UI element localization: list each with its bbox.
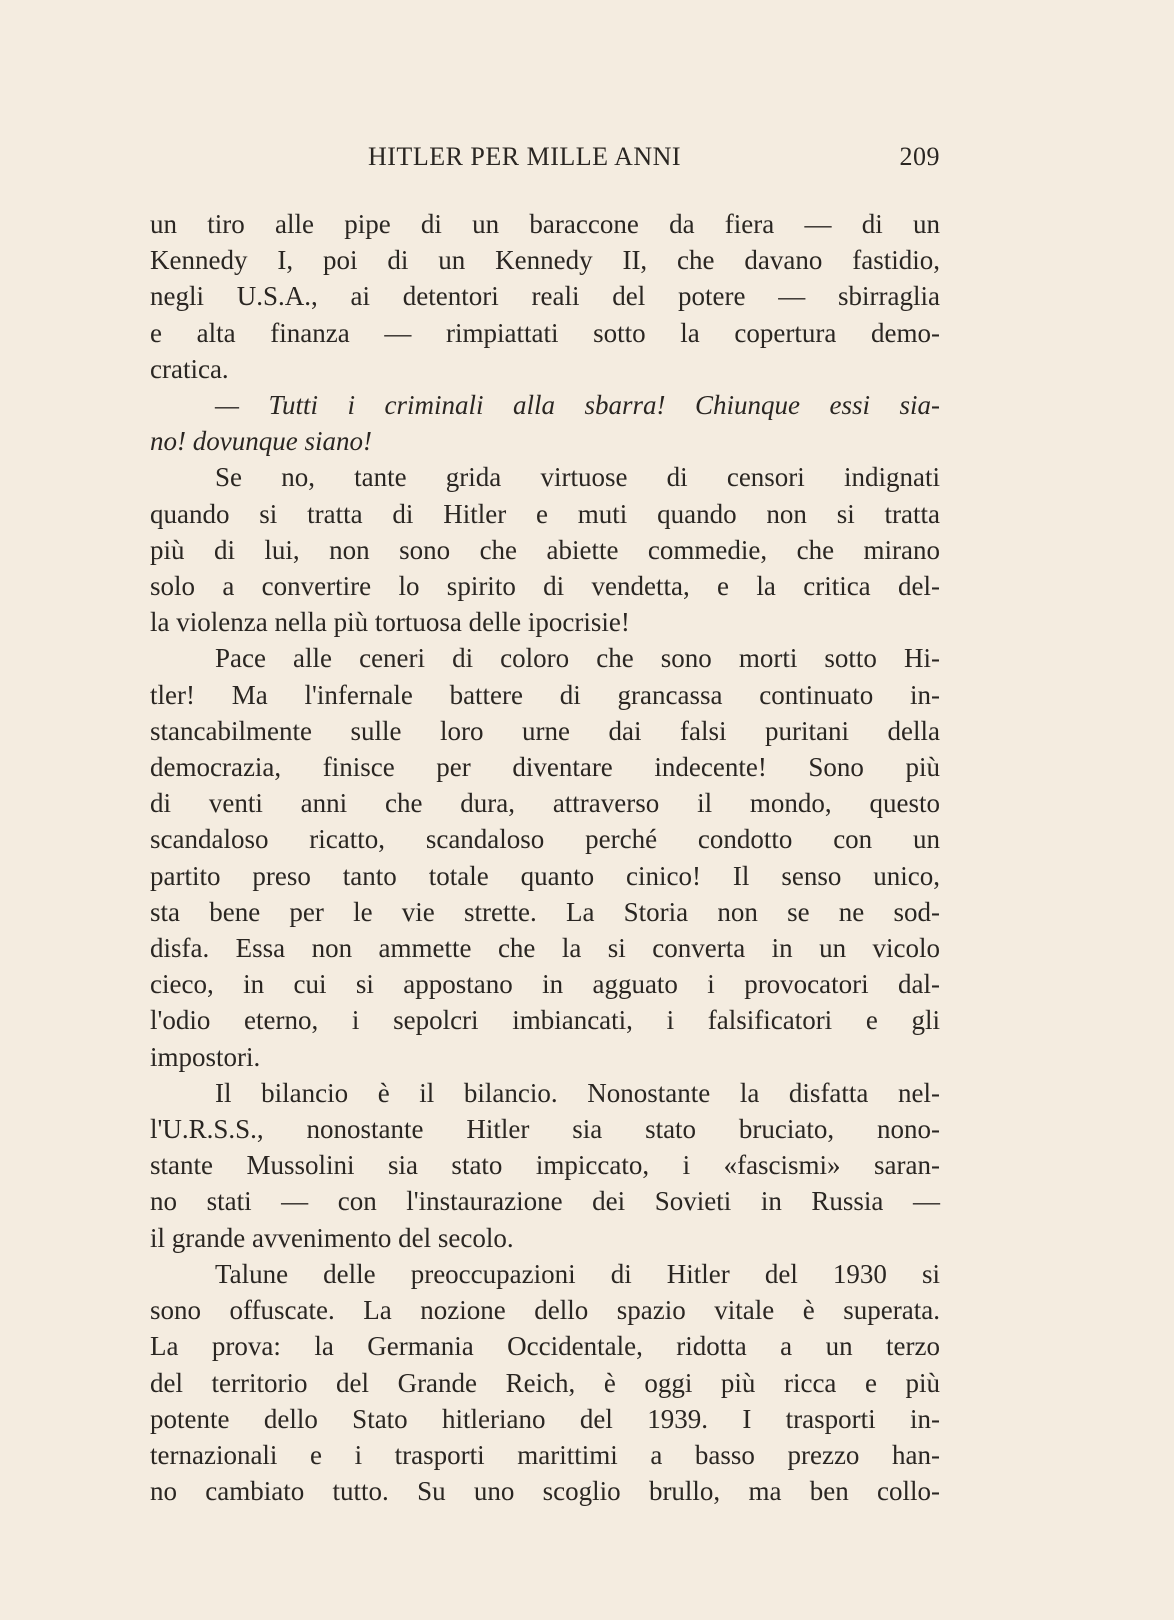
text-line: stancabilmente sulle loro urne dai falsi puritani della — [150, 715, 940, 746]
text-line: di venti anni che dura, attraverso il mondo, questo — [150, 788, 940, 819]
text-line: il grande avvenimento del secolo. — [150, 1222, 514, 1253]
text-line: più di lui, non sono che abiette commedie, che mirano — [150, 534, 940, 565]
text-line: ternazionali e i trasporti marittimi a basso prezzo han- — [150, 1439, 940, 1470]
text-line: cieco, in cui si appostano in agguato i provocatori dal- — [150, 969, 940, 1000]
text-line: tler! Ma l'infernale battere di grancassa continuato in- — [150, 679, 940, 710]
text-line: stante Mussolini sia stato impiccato, i «fascismi» saran- — [150, 1150, 940, 1181]
italic-text: — Tutti i criminali alla sbarra! Chiunque essi sia- — [215, 390, 940, 421]
text-line: l'U.R.S.S., nonostante Hitler sia stato bruciato, nono- — [150, 1114, 940, 1145]
text-line: negli U.S.A., ai detentori reali del potere — sbirraglia — [150, 281, 940, 312]
text-line: potente dello Stato hitleriano del 1939. I trasporti in- — [150, 1403, 940, 1434]
text-line: Kennedy I, poi di un Kennedy II, che davano fastidio, — [150, 245, 940, 276]
body-text — [150, 206, 940, 1509]
text-line: disfa. Essa non ammette che la si converta in un vicolo — [150, 933, 940, 964]
text-line: Talune delle preoccupazioni di Hitler del 1930 si — [215, 1258, 940, 1289]
text-line: e alta finanza — rimpiattati sotto la copertura demo- — [150, 317, 940, 348]
text-line: partito preso tanto totale quanto cinico! Il senso unico, — [150, 860, 940, 891]
text-line: Il bilancio è il bilancio. Nonostante la disfatta nel- — [215, 1077, 940, 1108]
running-title: HITLER PER MILLE ANNI — [368, 142, 682, 171]
text-line: scandaloso ricatto, scandaloso perché condotto con un — [150, 824, 940, 855]
text-line: sono offuscate. La nozione dello spazio vitale è superata. — [150, 1295, 940, 1326]
text-line: sta bene per le vie strette. La Storia non se ne sod- — [150, 896, 940, 927]
text-line: un tiro alle pipe di un baraccone da fiera — di un — [150, 209, 940, 239]
page-number: 209 — [899, 142, 940, 171]
text-line: Se no, tante grida virtuose di censori indignati — [215, 462, 940, 493]
running-head — [150, 142, 940, 178]
text-line: solo a convertire lo spirito di vendetta, e la critica del- — [150, 571, 940, 602]
text-line: no cambiato tutto. Su uno scoglio brullo, ma ben collo- — [150, 1476, 940, 1507]
text-line — [150, 423, 940, 459]
text-line — [150, 387, 940, 423]
text-line: del territorio del Grande Reich, è oggi più ricca e più — [150, 1367, 940, 1398]
text-line: cratica. — [150, 353, 229, 384]
italic-text: no! dovunque siano! — [150, 426, 372, 457]
text-line: la violenza nella più tortuosa delle ipocrisie! — [150, 607, 630, 638]
text-line: quando si tratta di Hitler e muti quando non si tratta — [150, 498, 940, 529]
text-line: no stati — con l'instaurazione dei Sovieti in Russia — — [150, 1186, 940, 1217]
text-line: impostori. — [150, 1041, 261, 1072]
text-line: Pace alle ceneri di coloro che sono morti sotto Hi- — [215, 643, 940, 674]
text-line: democrazia, finisce per diventare indecente! Sono più — [150, 752, 940, 783]
text-line: l'odio eterno, i sepolcri imbiancati, i falsificatori e gli — [150, 1005, 940, 1036]
text-line: La prova: la Germania Occidentale, ridotta a un terzo — [150, 1331, 940, 1362]
